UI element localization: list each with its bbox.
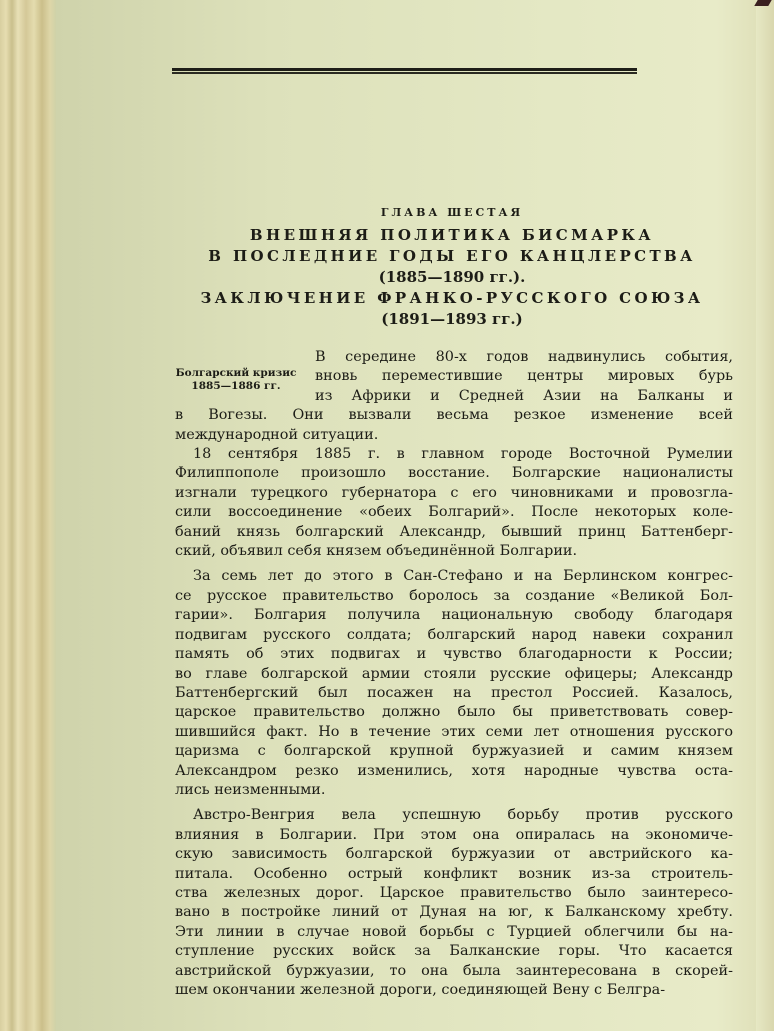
text-line: из Африки и Средней Азии на Балканы и [315,387,733,404]
text-line: се русское правительство боролось за создание «Великой Бол- [175,587,733,604]
title-line-3: ЗАКЛЮЧЕНИЕ ФРАНКО-РУССКОГО СОЮЗА [200,289,704,307]
text-line: вновь переместившие центры мировых бурь [315,368,733,385]
text-line: Эти линии в случае новой борьбы с Турцией облегчили бы на- [175,923,733,940]
text-line: шем окончании железной дороги, соединяющей Вену с Белгра- [175,982,666,998]
text-line: Австро-Венгрия вела успешную борьбу против русского [193,807,733,824]
margin-note-line-1: Болгарский кризис [175,367,297,379]
chapter-heading [172,206,732,330]
text-line: баний князь болгарский Александр, бывший принц Баттенберг- [175,523,733,540]
title-years-2: (1891—1893 гг.) [381,310,523,328]
text-line: память об этих подвигах и чувство благодарности к России; [175,646,733,663]
text-line: вано в постройке линий от Дуная на юг, к Балканскому хребту. [175,904,733,921]
text-line: ступление русских войск за Балканские горы. Что касается [175,943,733,960]
title-line-2: В ПОСЛЕДНИЕ ГОДЫ ЕГО КАНЦЛЕРСТВА [208,247,696,265]
text-line: во главе болгарской армии стояли русские офицеры; Александр [175,665,733,682]
margin-note-line-2: 1885—1886 гг. [191,380,281,392]
text-line: влияния в Болгарии. При этом она опиралась на экономиче- [175,826,733,843]
text-line: ства железных дорог. Царское правительство было заинтересо- [175,884,733,901]
text-line: Александром резко изменились, хотя народные чувства оста- [175,762,733,779]
title-years-1: (1885—1890 гг.). [378,268,526,286]
text-line: австрийской буржуазии, то она была заинтересована в скорей- [175,962,733,979]
text-line: скую зависимость болгарской буржуазии от австрийского ка- [175,846,733,863]
text-line: изгнали турецкого губернатора с его чиновниками и провозгла- [175,484,733,501]
text-line: В середине 80-х годов надвинулись события, [315,349,733,365]
text-line: царское правительство должно было бы приветствовать совер- [175,704,733,721]
text-line: ский, объявил себя князем объединённой Болгарии. [175,543,578,560]
text-line: международной ситуации. [175,426,379,443]
text-line: Баттенбергский был посажен на престол Россией. Казалось, [175,684,733,701]
book-binding [0,0,56,1031]
page-edge [756,0,774,1031]
text-line: гарии». Болгария получила национальную свободу благодаря [175,607,733,624]
body-text [175,348,733,1000]
text-line: За семь лет до этого в Сан-Стефано и на Берлинском конгрес- [193,568,733,585]
title-line-1: ВНЕШНЯЯ ПОЛИТИКА БИСМАРКА [249,226,655,244]
text-line: 18 сентября 1885 г. в главном городе Восточной Румелии [193,446,733,463]
text-line: царизма с болгарской крупной буржуазией и самим князем [175,743,733,760]
text-line: питала. Особенно острый конфликт возник из-за строитель- [175,865,733,882]
header-double-rule [172,68,637,74]
text-line: Филиппополе произошло восстание. Болгарские националисты [175,465,733,482]
text-line: подвигам русского солдата; болгарский народ навеки сохранил [175,626,733,643]
chapter-label: ГЛАВА ШЕСТАЯ [380,206,524,219]
text-line: шившийся факт. Но в течение этих семи лет отношения русского [175,723,733,740]
text-line: сили воссоединение «обеих Болгарий». После некоторых коле- [175,504,733,521]
text-line: лись неизменными. [175,781,326,798]
text-line: в Вогезы. Они вызвали весьма резкое изменение всей [175,407,733,424]
